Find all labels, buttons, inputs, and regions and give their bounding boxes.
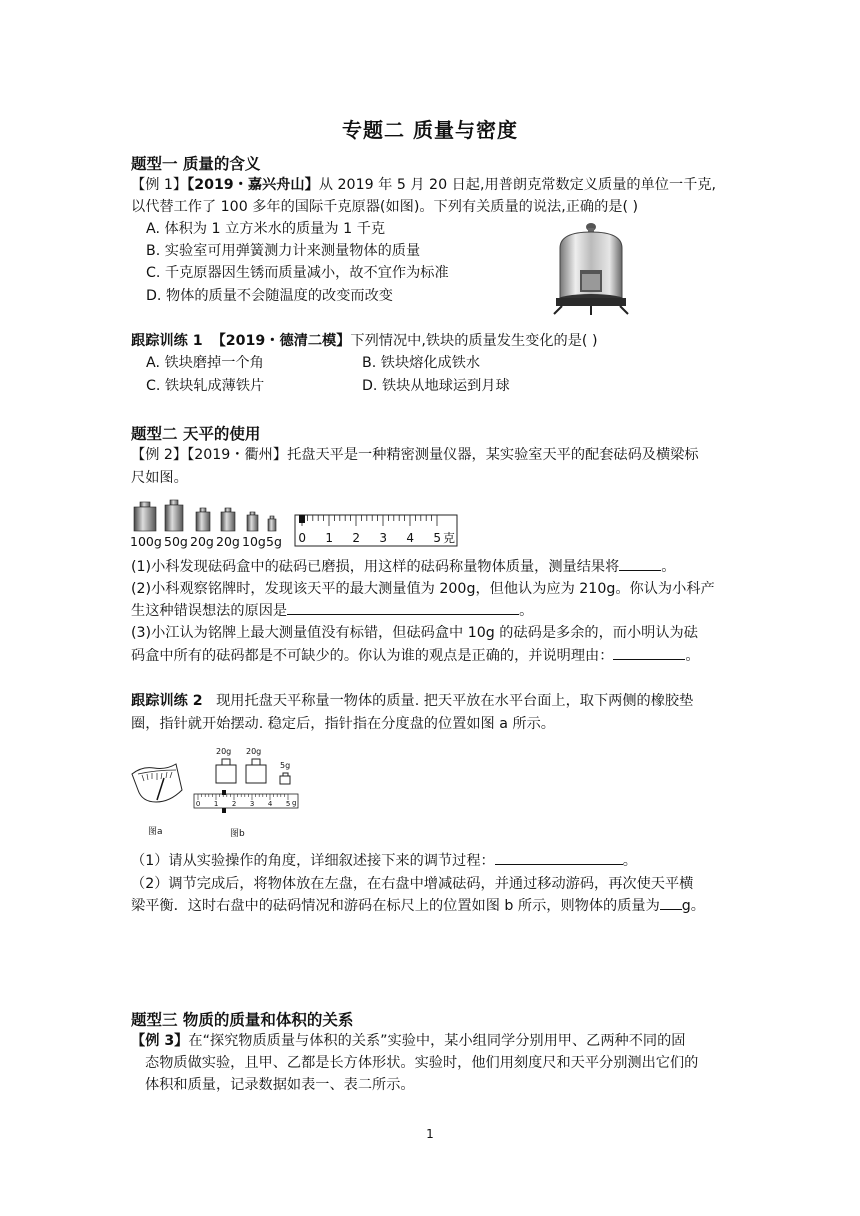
fig-weight-label: 20g bbox=[216, 747, 232, 756]
fig-ruler-unit: g bbox=[292, 799, 297, 807]
question-2-text: 生这种错误想法的原因是 bbox=[131, 603, 288, 619]
track-1-line bbox=[131, 330, 598, 352]
weight-label: 5g bbox=[266, 534, 282, 549]
question-1-end: 。 bbox=[661, 559, 676, 575]
ruler-tick-label: 0 bbox=[195, 800, 201, 808]
kilogram-prototype-image bbox=[548, 220, 634, 316]
option-b: B. 实验室可用弹簧测力计来测量物体的质量 bbox=[146, 243, 421, 259]
option-d: D. 物体的质量不会随温度的改变而改变 bbox=[146, 288, 393, 304]
balance-figures bbox=[128, 744, 304, 840]
track-1-option-d: D. 铁块从地球运到月球 bbox=[362, 378, 510, 394]
track-1-text: 下列情况中,铁块的质量发生变化的是( ) bbox=[350, 333, 598, 349]
figure-b-label: 图b bbox=[230, 829, 245, 839]
ruler-tick-label: 2 bbox=[352, 531, 361, 545]
track-1-label: 跟踪训练 1 bbox=[131, 333, 203, 349]
question-3-line-1: (3)小江认为铭牌上最大测量值没有标错，但砝码盒中 10g 的砝码是多余的，而小明认为砝 bbox=[131, 625, 698, 641]
track-2-question-2-end: g。 bbox=[681, 898, 705, 914]
example-3-line-2: 态物质做实验，且甲、乙都是长方体形状。实验时，他们用刻度尺和天平分别测出它们的 bbox=[145, 1055, 699, 1071]
answer-blank[interactable] bbox=[660, 895, 682, 910]
weight-20g-1 bbox=[196, 508, 210, 531]
track-2-question-2-text: 梁平衡．这时右盘中的砝码情况和游码在标尺上的位置如图 b 所示，则物体的质量为 bbox=[131, 898, 660, 914]
option-c: C. 千克原器因生锈而质量减小，故不宜作为标准 bbox=[146, 265, 449, 281]
example-1-line-1 bbox=[131, 174, 716, 196]
question-1 bbox=[131, 556, 676, 578]
section-heading-3: 题型三 物质的质量和体积的关系 bbox=[131, 1011, 354, 1029]
track-2-question-1-text: （1）请从实验操作的角度，详细叙述接下来的调节过程： bbox=[131, 853, 495, 869]
track-2-question-2-line-2 bbox=[131, 895, 705, 917]
answer-blank[interactable] bbox=[613, 645, 685, 660]
track-2-line-2: 圈，指针就开始摆动. 稳定后，指针指在分度盘的位置如图 a 所示。 bbox=[131, 716, 555, 732]
track-1-source: 【2019・德清二模】 bbox=[211, 333, 351, 349]
section-heading-1: 题型一 质量的含义 bbox=[131, 155, 261, 173]
fig-rider-marker bbox=[222, 790, 226, 795]
example-2-line-2: 尺如图。 bbox=[131, 470, 188, 486]
example-3-line-1 bbox=[131, 1030, 685, 1052]
ruler-tick-label: 4 bbox=[406, 531, 415, 545]
ruler-tick-label: 3 bbox=[379, 531, 388, 545]
ruler-tick-label: 1 bbox=[325, 531, 334, 545]
question-2-line-2 bbox=[131, 600, 533, 622]
track-2-line-1 bbox=[131, 690, 693, 712]
track-1-option-b: B. 铁块熔化成铁水 bbox=[362, 355, 481, 371]
ruler-tick-label: 5 bbox=[433, 531, 442, 545]
weight-label: 20g bbox=[190, 534, 214, 549]
example-2-source: 【2019・衢州】 bbox=[187, 447, 288, 463]
weight-100g bbox=[134, 502, 156, 531]
page-number: 1 bbox=[426, 1127, 434, 1141]
option-a: A. 体积为 1 立方米水的质量为 1 千克 bbox=[146, 221, 386, 237]
ruler-tick-label: 4 bbox=[267, 800, 273, 808]
figure-b-ruler bbox=[194, 790, 298, 839]
question-2-line-1: (2)小科观察铭牌时，发现该天平的最大测量值为 200g，但他认为应为 210g。你认为小科产 bbox=[131, 581, 715, 597]
ruler-tick-label: 2 bbox=[231, 800, 237, 808]
question-1-text: (1)小科发现砝码盒中的砝码已磨损，用这样的砝码称量物体质量，测量结果将 bbox=[131, 559, 620, 575]
track-2-text: 现用托盘天平称量一物体的质量. 把天平放在水平台面上，取下两侧的橡胶垫 bbox=[216, 693, 694, 709]
example-1-source: 【2019・嘉兴舟山】 bbox=[187, 177, 319, 193]
ruler-tick-label: 1 bbox=[213, 800, 219, 808]
example-3-text: 在“探究物质质量与体积的关系”实验中，某小组同学分别用甲、乙两种不同的固 bbox=[188, 1033, 686, 1049]
weight-5g bbox=[268, 516, 276, 531]
figure-a-label: 图a bbox=[148, 827, 163, 837]
page-title: 专题二 质量与密度 bbox=[342, 118, 518, 142]
example-3-tag: 【例 3】 bbox=[131, 1033, 189, 1049]
fig-rider-marker-lower bbox=[222, 808, 226, 813]
weight-label: 100g bbox=[130, 534, 162, 549]
beam-ruler bbox=[295, 515, 457, 546]
example-1-text: 从 2019 年 5 月 20 日起,用普朗克常数定义质量的单位一千克, bbox=[318, 177, 717, 193]
example-2-line-1 bbox=[131, 444, 699, 466]
weight-10g bbox=[247, 512, 258, 531]
section-heading-2: 题型二 天平的使用 bbox=[131, 425, 261, 443]
rider-marker bbox=[299, 515, 305, 523]
weight-label: 50g bbox=[164, 534, 188, 549]
track-1-option-a: A. 铁块磨掉一个角 bbox=[146, 355, 264, 371]
track-2-question-1-end: 。 bbox=[622, 853, 637, 869]
weight-50g bbox=[165, 500, 183, 531]
track-2-question-2-line-1: （2）调节完成后，将物体放在左盘，在右盘中增减砝码，并通过移动游码，再次使天平横 bbox=[131, 876, 694, 892]
question-3-text: 码盒中所有的砝码都是不可缺少的。你认为谁的观点是正确的，并说明理由： bbox=[131, 648, 614, 664]
ruler-unit: 克 bbox=[443, 531, 456, 545]
question-2-end: 。 bbox=[519, 603, 534, 619]
example-2-text: 托盘天平是一种精密测量仪器，某实验室天平的配套砝码及横梁标 bbox=[287, 447, 699, 463]
weight-label: 20g bbox=[216, 534, 240, 549]
question-3-line-2 bbox=[131, 645, 700, 667]
fig-weight-label: 5g bbox=[280, 761, 291, 770]
example-2-tag: 【例 2】 bbox=[131, 447, 188, 463]
track-2-label: 跟踪训练 2 bbox=[131, 693, 203, 709]
ruler-tick-label: 0 bbox=[298, 531, 307, 545]
example-1-line-2: 以代替工作了 100 多年的国际千克原器(如图)。下列有关质量的说法,正确的是( ) bbox=[131, 199, 639, 215]
figure-a-scale-dial bbox=[132, 764, 182, 837]
question-3-end: 。 bbox=[685, 648, 700, 664]
fig-weight-label: 20g bbox=[246, 747, 262, 756]
ruler-tick-label: 5 bbox=[285, 800, 291, 808]
answer-blank[interactable] bbox=[495, 850, 623, 865]
track-2-question-1 bbox=[131, 850, 637, 872]
track-1-option-c: C. 铁块轧成薄铁片 bbox=[146, 378, 265, 394]
example-1-tag: 【例 1】 bbox=[131, 177, 188, 193]
answer-blank[interactable] bbox=[619, 556, 661, 571]
weight-20g-2 bbox=[221, 508, 235, 531]
weight-label: 10g bbox=[242, 534, 266, 549]
weights-and-ruler-figure bbox=[130, 496, 470, 552]
ruler-tick-label: 3 bbox=[249, 800, 255, 808]
example-3-line-3: 体积和质量，记录数据如表一、表二所示。 bbox=[145, 1077, 415, 1093]
figure-b-weights bbox=[216, 747, 290, 784]
answer-blank[interactable] bbox=[287, 600, 519, 615]
